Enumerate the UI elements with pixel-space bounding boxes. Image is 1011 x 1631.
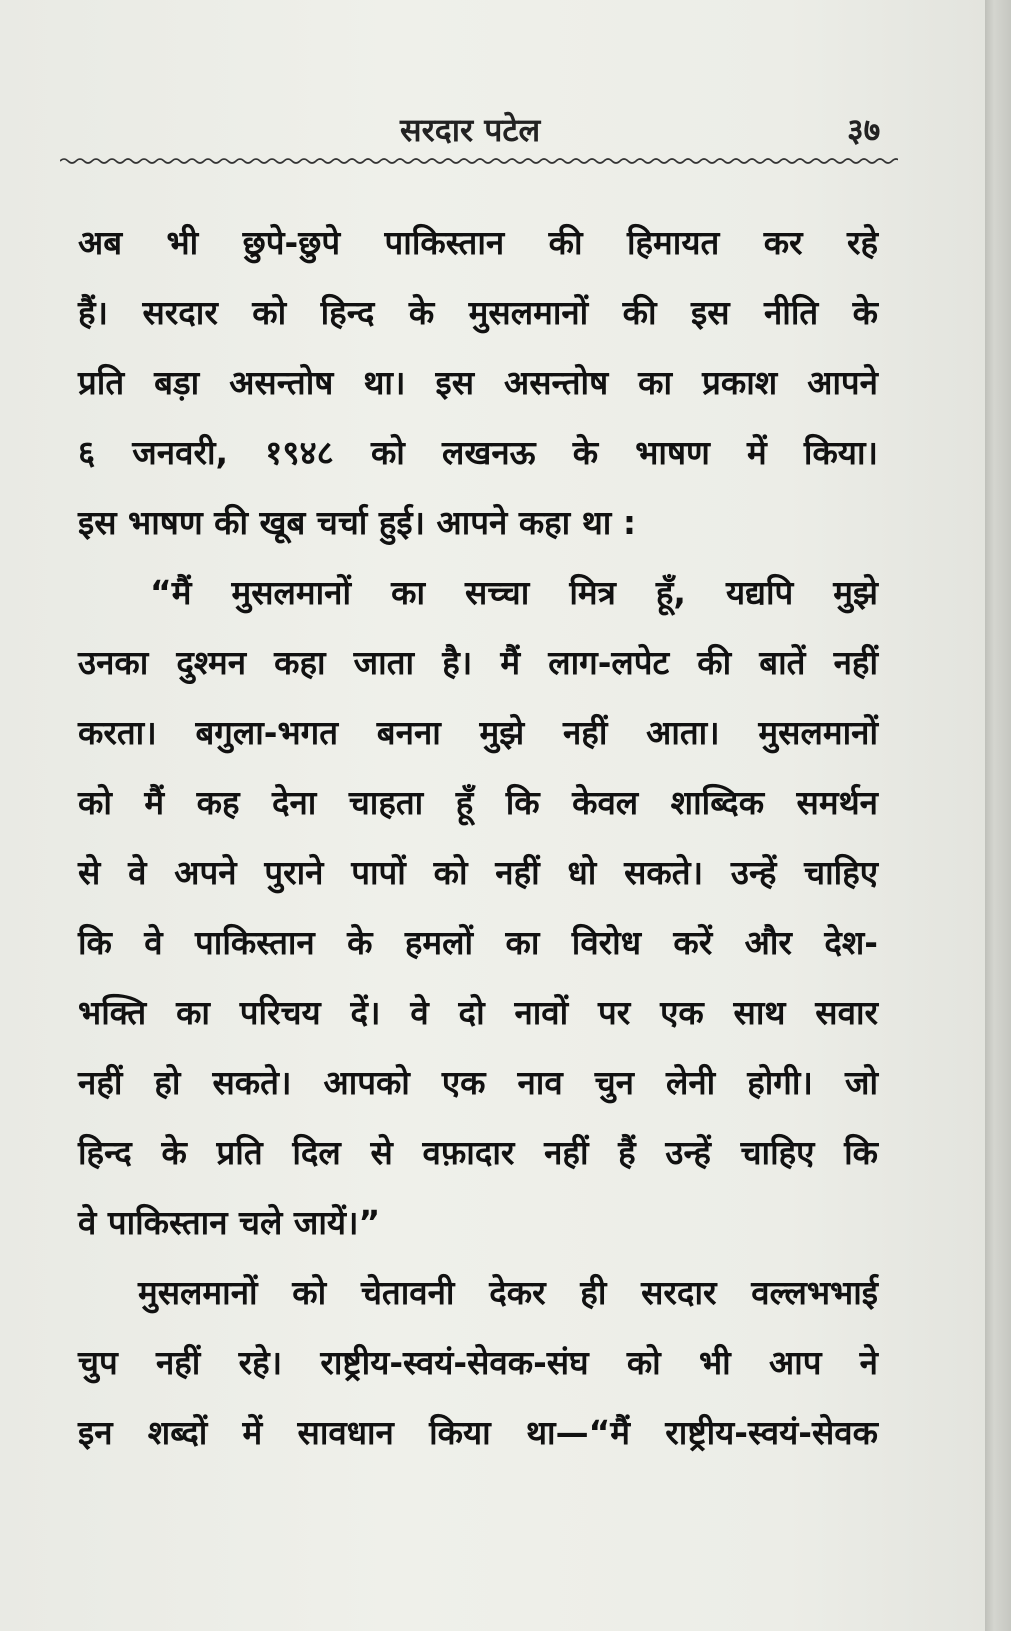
text-line: नहीं हो सकते। आपको एक नाव चुन लेनी होगी। जो xyxy=(78,1063,878,1102)
text-line: भक्ति का परिचय दें। वे दो नावों पर एक साथ सवार xyxy=(78,993,878,1032)
text-line: इन शब्दों में सावधान किया था—“मैं राष्ट्रीय-स्वयं-सेवक xyxy=(78,1413,878,1452)
quote-start-line: “मैं मुसलमानों का सच्चा मित्र हूँ, यद्यपि मुझे xyxy=(150,573,878,612)
running-header xyxy=(0,100,985,150)
text-line: करता। बगुला-भगत बनना मुझे नहीं आता। मुसलमानों xyxy=(78,713,878,752)
wavy-header-rule xyxy=(60,155,898,167)
text-line: से वे अपने पुराने पापों को नहीं धो सकते। उन्हें चाहिए xyxy=(78,853,878,892)
text-line: इस भाषण की खूब चर्चा हुई। आपने कहा था : xyxy=(78,503,637,542)
text-line: हिन्द के प्रति दिल से वफ़ादार नहीं हैं उन्हें चाहिए कि xyxy=(78,1133,878,1172)
text-line: चुप नहीं रहे। राष्ट्रीय-स्वयं-सेवक-संघ को भी आप ने xyxy=(78,1343,878,1382)
book-gutter-edge xyxy=(985,0,1011,1631)
text-line: को मैं कह देना चाहता हूँ कि केवल शाब्दिक समर्थन xyxy=(78,783,878,822)
paragraph-start-line: मुसलमानों को चेतावनी देकर ही सरदार वल्लभभाई xyxy=(138,1273,878,1312)
text-line: ६ जनवरी, १९४८ को लखनऊ के भाषण में किया। xyxy=(78,433,878,472)
text-line: उनका दुश्मन कहा जाता है। मैं लाग-लपेट की बातें नहीं xyxy=(78,643,878,682)
text-line: अब भी छुपे-छुपे पाकिस्तान की हिमायत कर रहे xyxy=(78,223,878,262)
running-title: सरदार पटेल xyxy=(400,111,541,149)
text-line: कि वे पाकिस्तान के हमलों का विरोध करें और देश- xyxy=(78,923,878,962)
page-number: ३७ xyxy=(847,111,881,149)
body-text xyxy=(78,208,878,1468)
text-line: हैं। सरदार को हिन्द के मुसलमानों की इस नीति के xyxy=(78,293,878,332)
text-line: प्रति बड़ा असन्तोष था। इस असन्तोष का प्रकाश आपने xyxy=(78,363,878,402)
quote-end-line: वे पाकिस्तान चले जायें।” xyxy=(78,1203,381,1242)
